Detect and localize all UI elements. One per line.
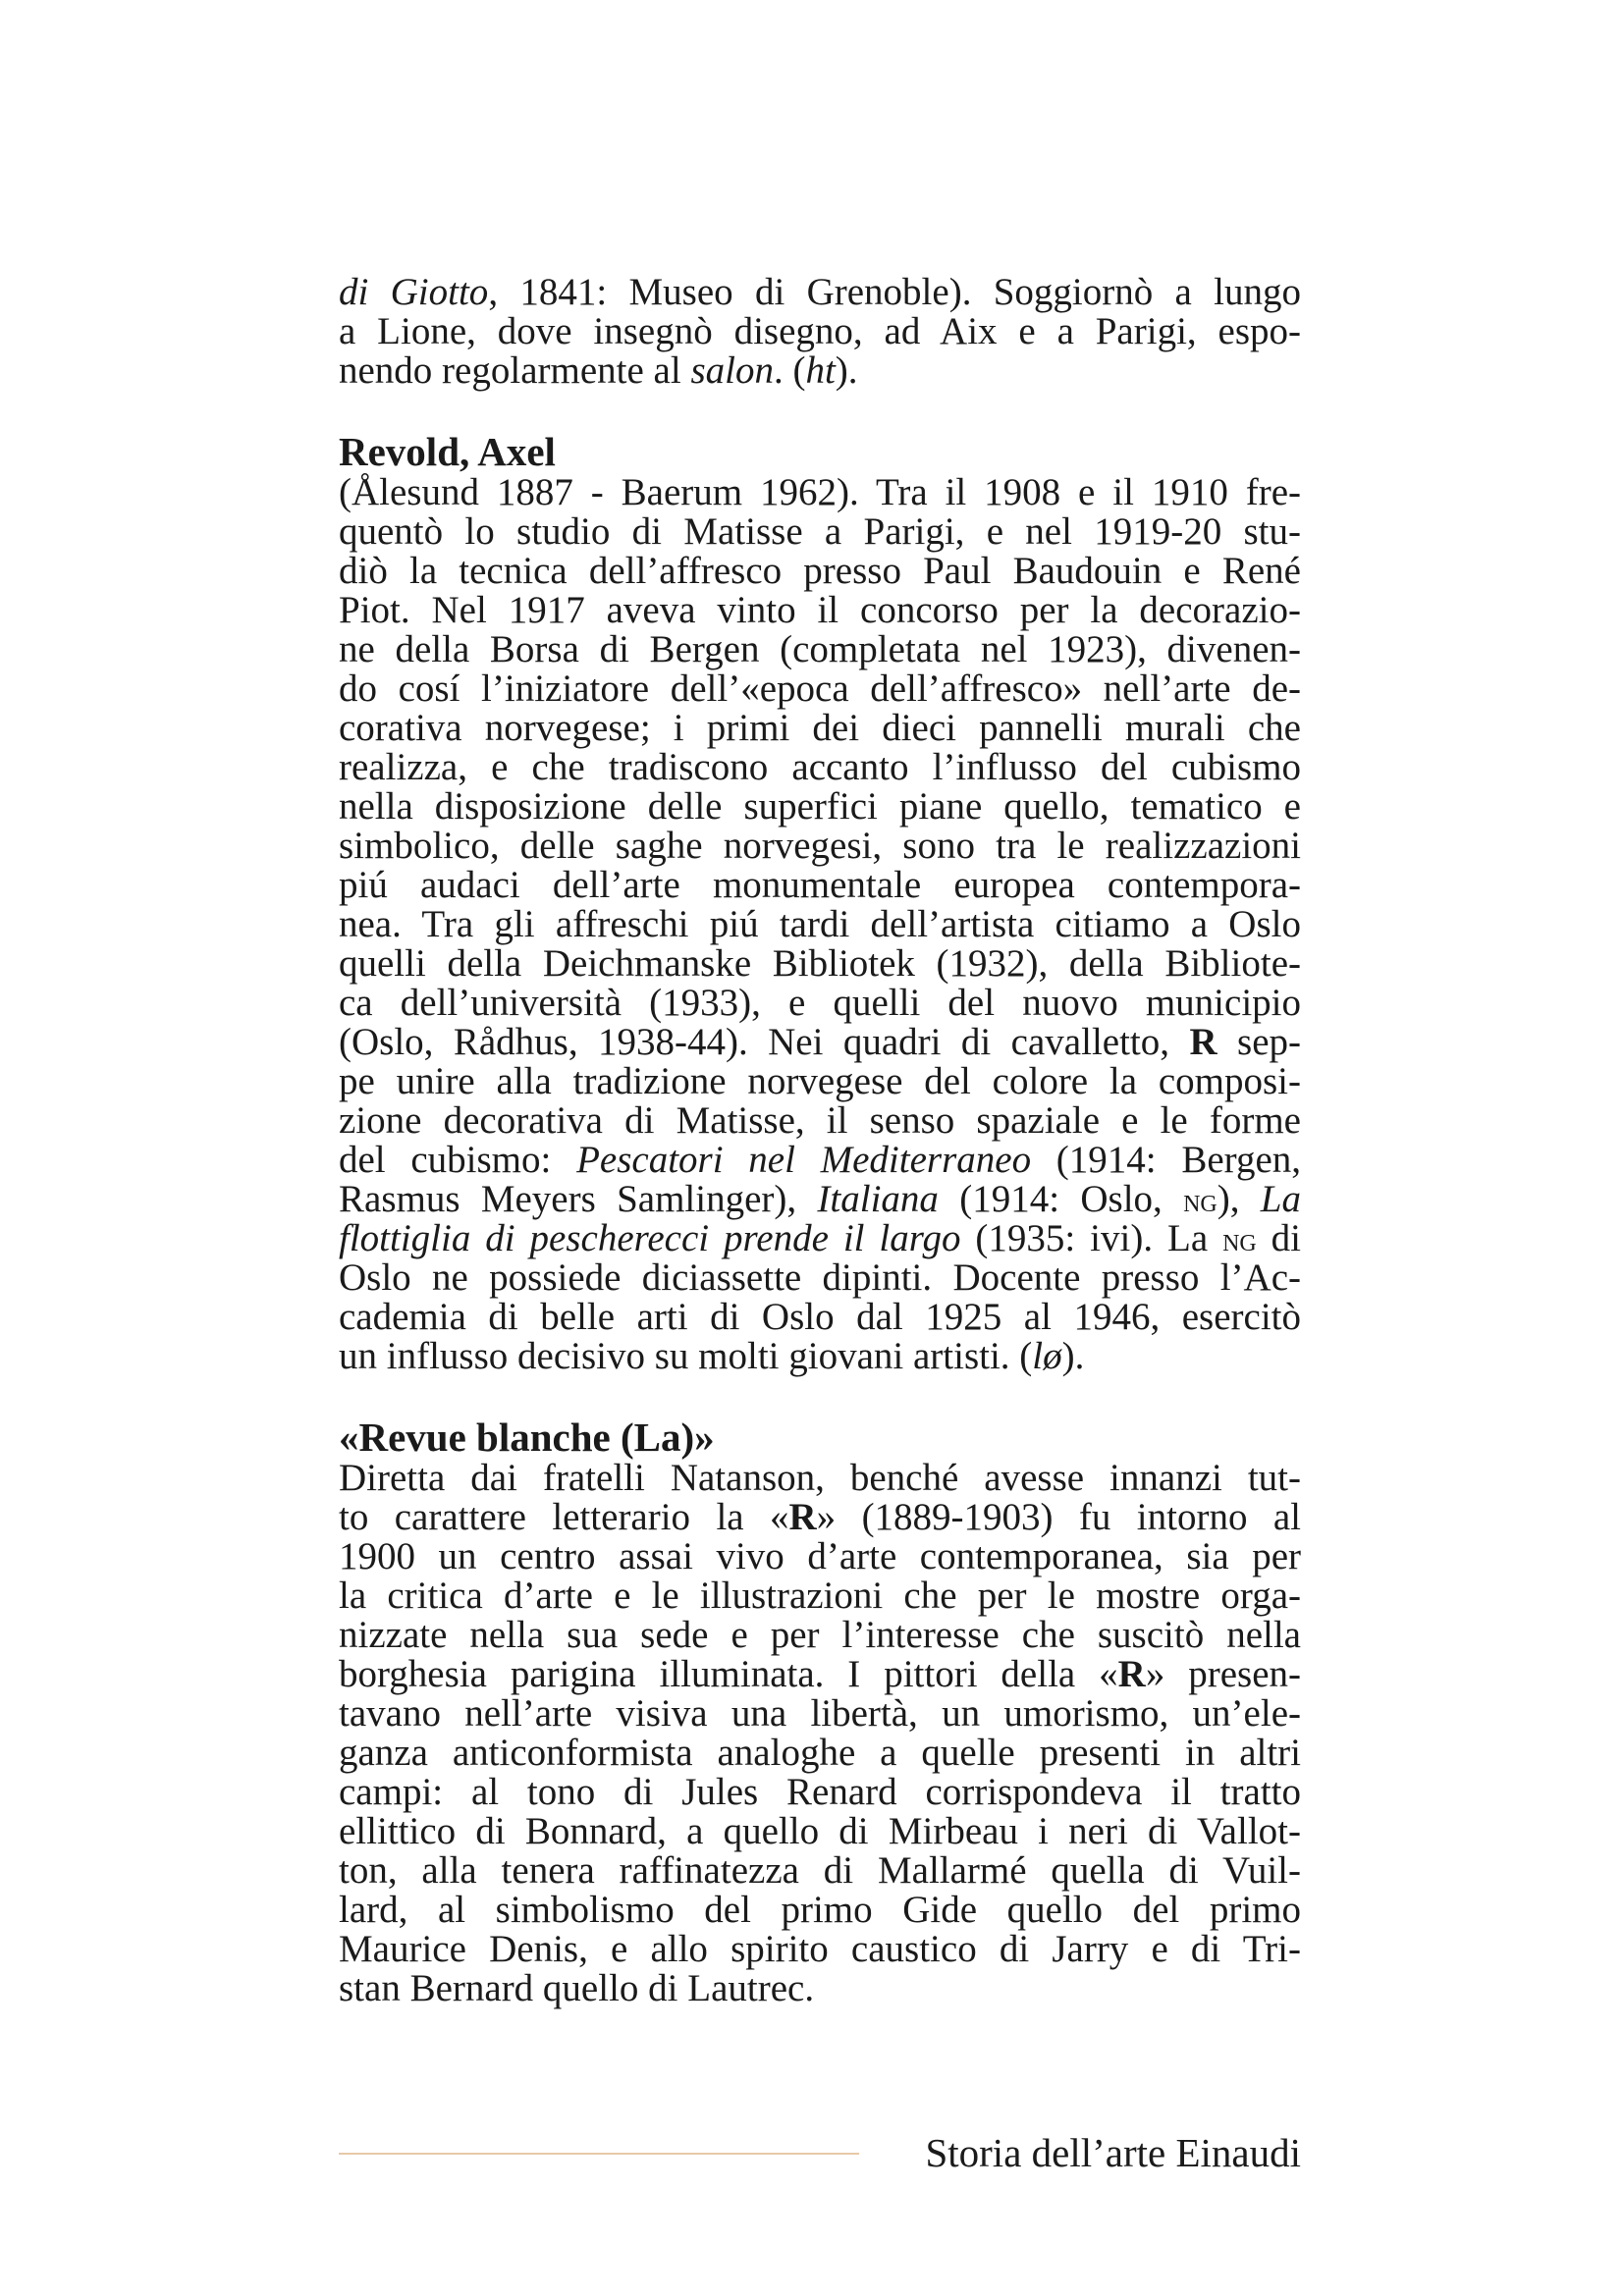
text-line: 1900 un centro assai vivo d’arte contemporanea, sia per — [339, 1535, 1301, 1577]
text-line: simbolico, delle saghe norvegesi, sono tra le realizzazioni — [339, 825, 1301, 867]
text-line: corativa norvegese; i primi dei dieci pannelli murali che — [339, 707, 1301, 749]
text-line: Diretta dai fratelli Natanson, benché avesse innanzi tut- — [339, 1457, 1301, 1499]
text-line: pe unire alla tradizione norvegese del colore la composi- — [339, 1060, 1301, 1102]
text-line: tavano nell’arte visiva una libertà, un umorismo, un’ele- — [339, 1692, 1301, 1735]
museum-abbrev: ng — [1222, 1222, 1257, 1258]
text-line: lard, al simbolismo del primo Gide quello del primo — [339, 1889, 1301, 1931]
text-line: quentò lo studio di Matisse a Parigi, e nel 1919-20 stu- — [339, 510, 1301, 553]
author-initials: lø — [1032, 1335, 1062, 1377]
text-line: campi: al tono di Jules Renard corrispondeva il tratto — [339, 1771, 1301, 1813]
text-line: borghesia parigina illuminata. I pittori della «R» presen- — [339, 1653, 1301, 1695]
text-line: la critica d’arte e le illustrazioni che per le mostre orga- — [339, 1575, 1301, 1617]
text-line: Maurice Denis, e allo spirito caustico di Jarry e di Tri- — [339, 1928, 1301, 1970]
entry-body-revue-blanche — [339, 1459, 1301, 2008]
text-line: nella disposizione delle superfici piane quello, tematico e — [339, 785, 1301, 828]
text-line: (Oslo, Rådhus, 1938-44). Nei quadri di cavalletto, R sep- — [339, 1021, 1302, 1063]
entry-body-revold — [339, 473, 1301, 1376]
text-line: stan Bernard quello di Lautrec. — [339, 1967, 815, 2009]
text-line: un influsso decisivo su molti giovani artisti. (lø). — [339, 1335, 1085, 1377]
text-line: ne della Borsa di Bergen (completata nel 1923), divenen- — [339, 628, 1301, 670]
text-line: ca dell’università (1933), e quelli del nuovo municipio — [339, 982, 1301, 1024]
salon-term: salon — [690, 349, 774, 392]
work-title: flottiglia di pescherecci prende il largo — [339, 1217, 961, 1259]
text-line: del cubismo: Pescatori nel Mediterraneo (1914: Bergen, — [339, 1139, 1301, 1181]
text-line: do cosí l’iniziatore dell’«epoca dell’affresco» nell’arte de- — [339, 667, 1301, 710]
text-line: Oslo ne possiede diciassette dipinti. Docente presso l’Ac- — [339, 1256, 1301, 1299]
text-line: (Ålesund 1887 - Baerum 1962). Tra il 1908 e il 1910 fre- — [339, 471, 1301, 513]
entry-abbrev: R — [1117, 1653, 1146, 1695]
text-line: Rasmus Meyers Samlinger), Italiana (1914: Oslo, ng), La — [339, 1178, 1301, 1220]
author-initials: ht — [805, 349, 836, 392]
entry-abbrev: R — [788, 1496, 817, 1538]
work-title: di Giotto — [339, 271, 489, 313]
intro-paragraph — [339, 273, 1301, 391]
page-footer — [339, 2128, 1301, 2177]
text-line: a Lione, dove insegnò disegno, ad Aix e a Parigi, espo- — [339, 310, 1301, 352]
text-line: nizzate nella sua sede e per l’interesse che suscitò nella — [339, 1614, 1301, 1656]
text-line: Piot. Nel 1917 aveva vinto il concorso per la decorazio- — [339, 589, 1301, 631]
text-line: ganza anticonformista analoghe a quelle presenti in altri — [339, 1732, 1301, 1774]
footer-title: Storia dell’arte Einaudi — [925, 2130, 1301, 2175]
footer-rule — [339, 2153, 859, 2155]
page-body — [339, 273, 1301, 2008]
entry-heading-revold: Revold, Axel — [339, 429, 556, 474]
text-line: to carattere letterario la «R» (1889-1903) fu intorno al — [339, 1496, 1301, 1538]
text-line: di Giotto, 1841: Museo di Grenoble). Soggiornò a lungo — [339, 271, 1301, 313]
text-line: ton, alla tenera raffinatezza di Mallarmé quella di Vuil- — [339, 1849, 1301, 1892]
text-line: diò la tecnica dell’affresco presso Paul Baudouin e René — [339, 550, 1301, 592]
work-title: Italiana — [817, 1178, 939, 1220]
text-line: nea. Tra gli affreschi piú tardi dell’artista citiamo a Oslo — [339, 903, 1301, 945]
text-line: quelli della Deichmanske Bibliotek (1932), della Bibliote- — [339, 942, 1301, 985]
text-line: realizza, e che tradiscono accanto l’influsso del cubismo — [339, 746, 1301, 788]
text-line: ellittico di Bonnard, a quello di Mirbeau i neri di Vallot- — [339, 1810, 1301, 1852]
work-title: Pescatori nel Mediterraneo — [576, 1139, 1032, 1181]
text-line: piú audaci dell’arte monumentale europea contempora- — [339, 864, 1301, 906]
museum-abbrev: ng — [1183, 1183, 1217, 1219]
text-line: zione decorativa di Matisse, il senso spaziale e le forme — [339, 1099, 1301, 1142]
entry-heading-revue-blanche: «Revue blanche (La)» — [339, 1415, 715, 1460]
entry-abbrev: R — [1189, 1021, 1217, 1063]
text-line: flottiglia di pescherecci prende il largo (1935: ivi). La ng di — [339, 1217, 1301, 1259]
work-title: La — [1260, 1178, 1301, 1220]
text-line: cademia di belle arti di Oslo dal 1925 al 1946, esercitò — [339, 1296, 1301, 1338]
text-line: nendo regolarmente al salon. (ht). — [339, 349, 858, 392]
